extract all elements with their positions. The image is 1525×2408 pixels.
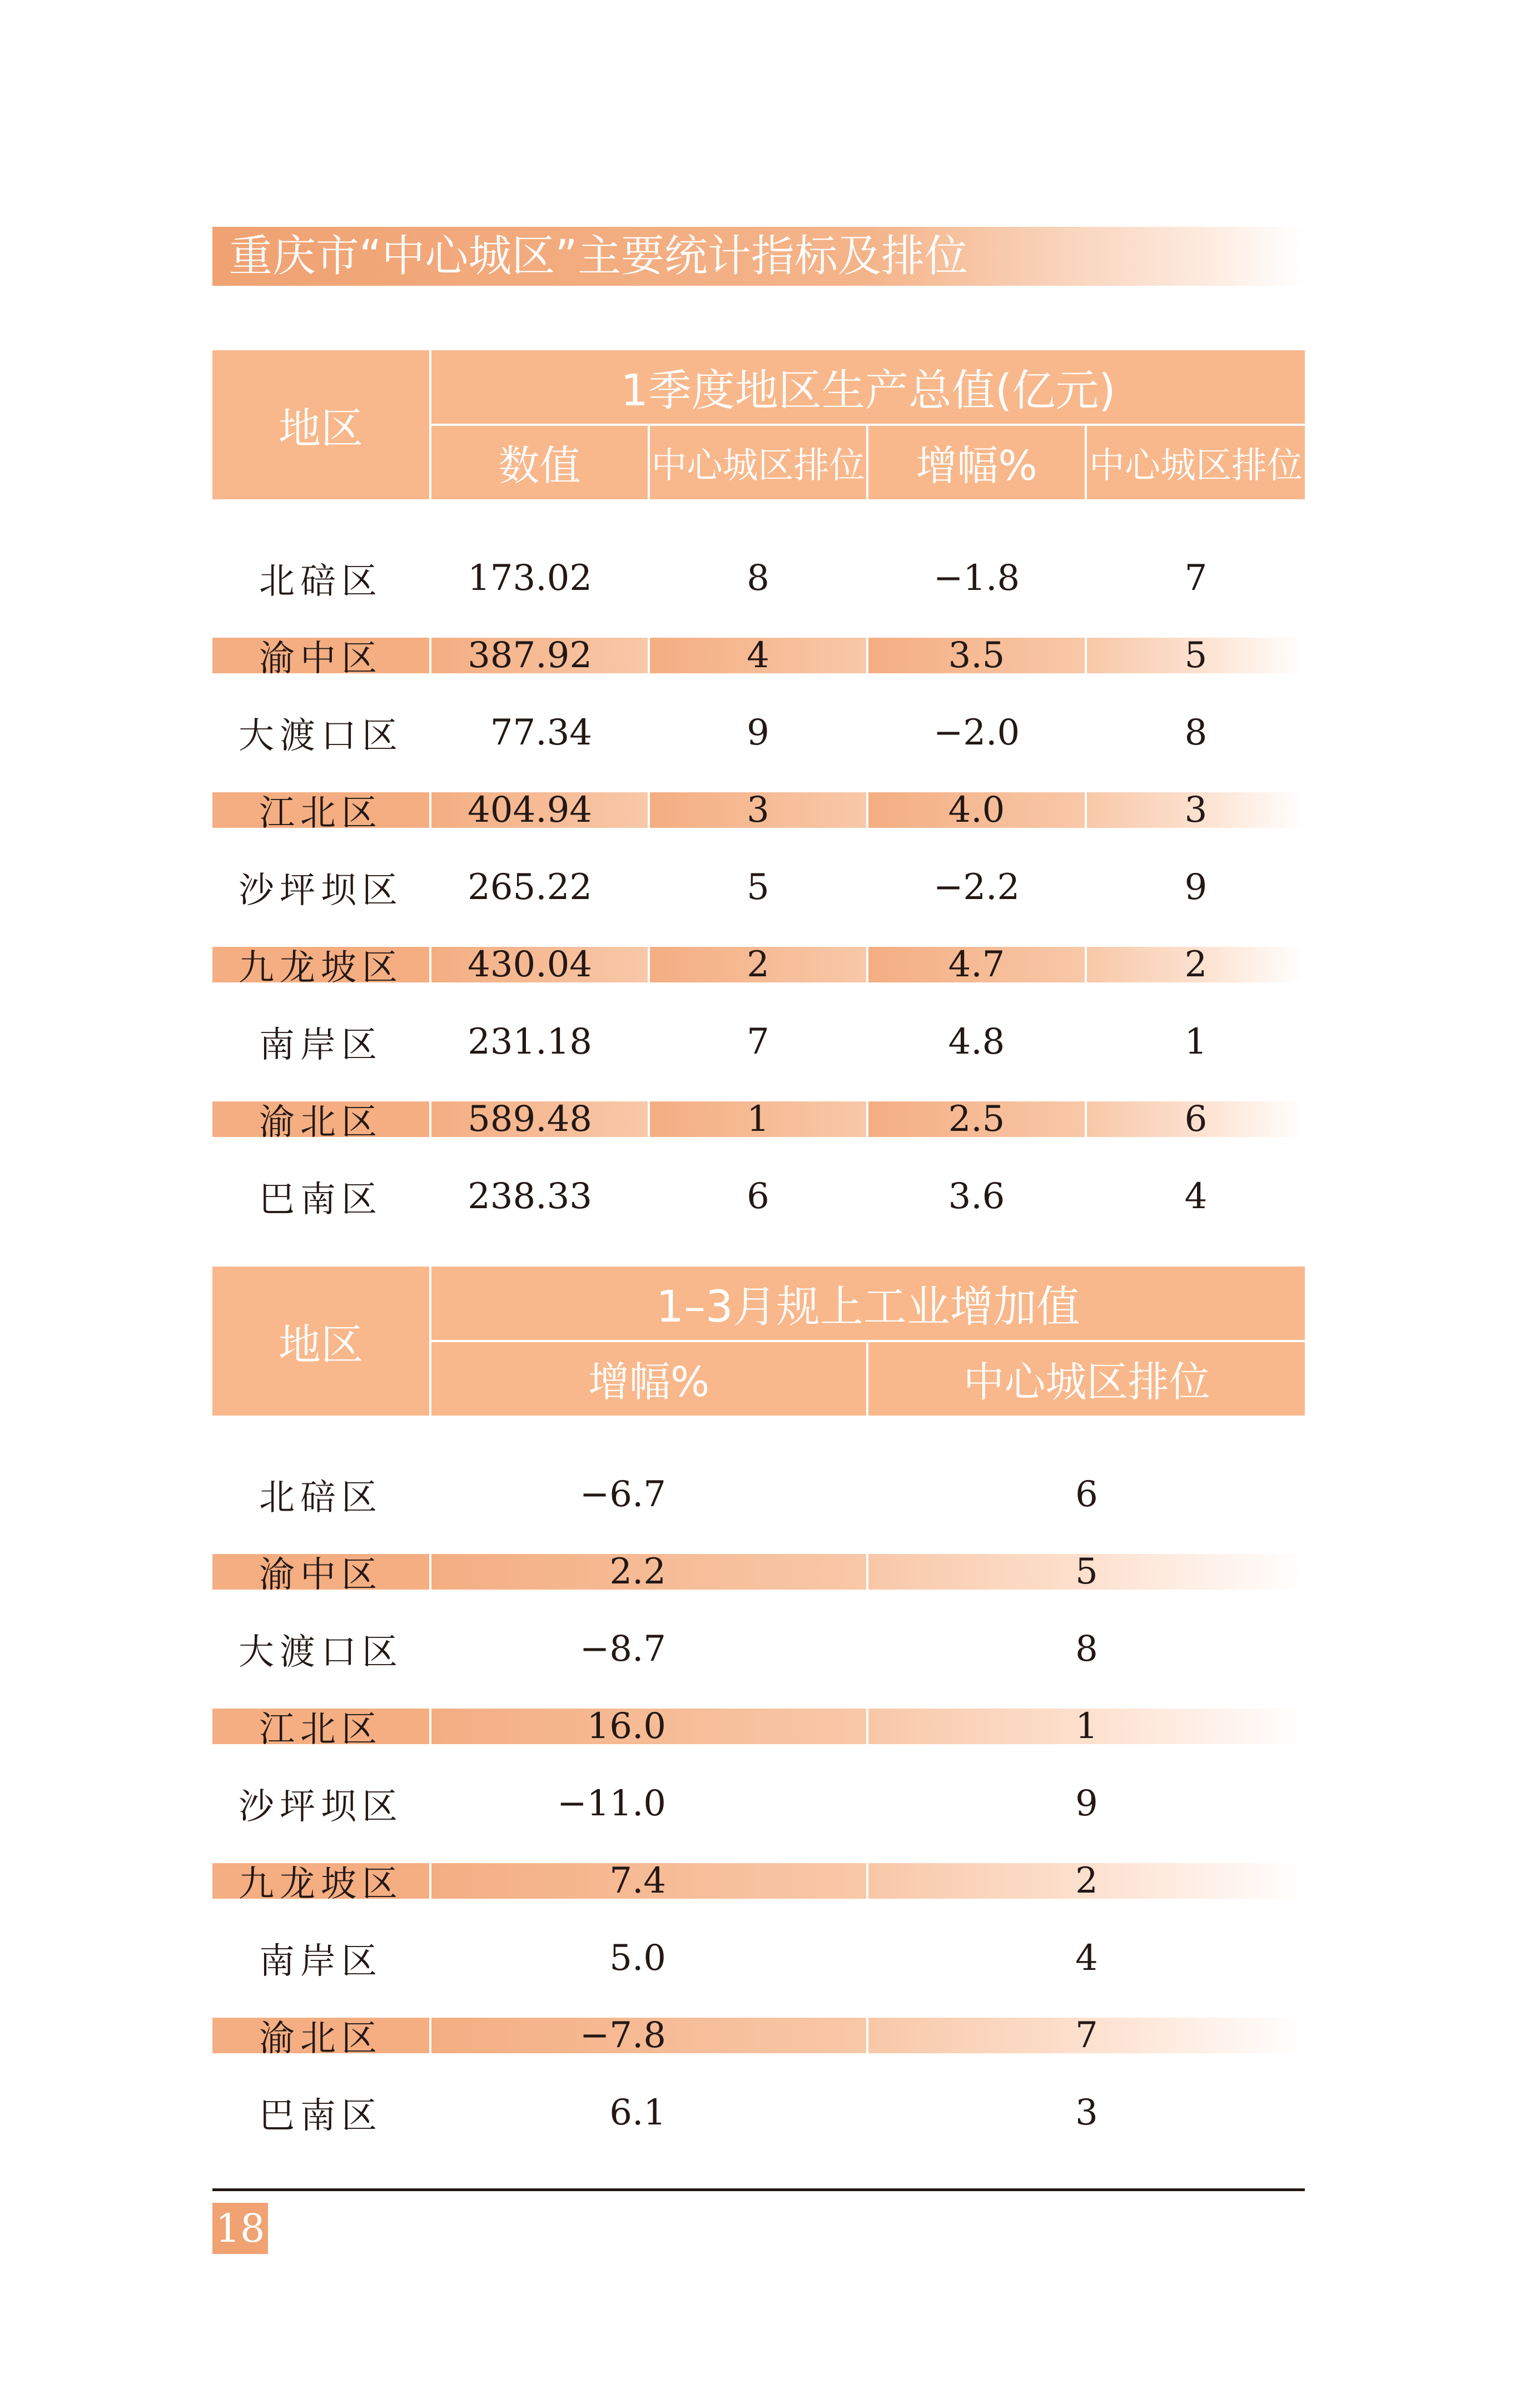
gdp-group-header: 1季度地区生产总值(亿元) [430, 350, 1305, 425]
gdp-value: 77.34 [490, 712, 592, 753]
region-name: 南岸区 [259, 1940, 383, 1982]
growth-header: 增幅% [867, 425, 1086, 499]
gdp-growth: −1.8 [933, 557, 1020, 599]
growth-rank: 2 [1086, 926, 1305, 1003]
gdp-growth: 4.0 [867, 771, 1086, 848]
region-name: 巴南区 [259, 2095, 383, 2137]
region-name: 沙坪坝区 [239, 1786, 403, 1828]
gdp-rank: 3 [649, 771, 867, 848]
table-row [212, 2074, 1305, 2151]
growth-rank: 9 [1184, 866, 1208, 908]
gdp-rank: 7 [747, 1021, 769, 1063]
industry-growth: 7.4 [430, 1842, 867, 1919]
region-name: 巴南区 [259, 1179, 383, 1220]
gdp-growth: −2.0 [933, 712, 1020, 753]
gdp-rank: 1 [649, 1080, 867, 1158]
gdp-value: 231.18 [468, 1021, 592, 1063]
gdp-value: 265.22 [468, 866, 592, 908]
growth-rank: 8 [1184, 712, 1208, 753]
industry-rank: 6 [1075, 1473, 1098, 1515]
region-name: 渝北区 [212, 1080, 430, 1158]
growth-rank: 7 [1184, 557, 1208, 599]
region-header: 地区 [212, 1267, 430, 1416]
value-header: 数值 [430, 425, 649, 499]
table-row [212, 694, 1305, 771]
gdp-growth: 2.5 [867, 1080, 1086, 1158]
table-row [212, 926, 1305, 1003]
industry-growth: −11.0 [557, 1783, 666, 1824]
region-name: 九龙坡区 [212, 1842, 430, 1919]
region-name: 渝中区 [212, 617, 430, 694]
industry-table [212, 1267, 1305, 2151]
table-row [212, 617, 1305, 694]
gdp-rank: 8 [747, 557, 769, 599]
industry-growth: −7.8 [430, 1997, 867, 2074]
industry-growth: −8.7 [579, 1628, 666, 1670]
gdp-growth: 4.8 [948, 1021, 1005, 1063]
industry-group-header: 1–3月规上工业增加值 [430, 1267, 1305, 1341]
gdp-growth: 4.7 [867, 926, 1086, 1003]
table-row [212, 1158, 1305, 1235]
region-name: 北碚区 [259, 560, 383, 602]
industry-rank: 3 [1075, 2092, 1098, 2133]
industry-rank: 1 [867, 1687, 1305, 1765]
gdp-value: 430.04 [430, 926, 649, 1003]
growth-header: 增幅% [430, 1341, 867, 1416]
industry-rank: 4 [1075, 1937, 1098, 1979]
table-row [212, 1533, 1305, 1610]
gdp-value: 173.02 [468, 557, 592, 599]
gdp-growth: 3.6 [948, 1175, 1005, 1217]
gdp-rank: 2 [649, 926, 867, 1003]
industry-rank: 9 [1075, 1783, 1098, 1824]
section-title: 重庆市“中心城区”主要统计指标及排位 [229, 231, 968, 281]
gdp-value: 404.94 [430, 771, 649, 848]
gdp-growth: −2.2 [933, 866, 1020, 908]
region-name: 江北区 [212, 1687, 430, 1765]
region-name: 大渡口区 [239, 715, 403, 757]
gdp-value: 589.48 [430, 1080, 649, 1158]
industry-rank: 7 [867, 1997, 1305, 2074]
industry-rank: 8 [1075, 1628, 1098, 1670]
table-row [212, 1997, 1305, 2074]
gdp-rank: 9 [747, 712, 769, 753]
gdp-value: 238.33 [468, 1175, 592, 1217]
region-name: 渝北区 [212, 1997, 430, 2074]
region-name: 南岸区 [259, 1024, 383, 1066]
gdp-table [212, 350, 1305, 1235]
footer-divider [212, 2188, 1305, 2191]
table-row [212, 848, 1305, 926]
table-row [212, 1610, 1305, 1687]
growth-rank: 4 [1184, 1175, 1208, 1217]
region-name: 沙坪坝区 [239, 870, 403, 911]
region-name: 北碚区 [259, 1477, 383, 1518]
rank-header: 中心城区排位 [867, 1341, 1305, 1416]
region-name: 九龙坡区 [212, 926, 430, 1003]
table-row [212, 1080, 1305, 1158]
gdp-growth: 3.5 [867, 617, 1086, 694]
industry-rank: 2 [867, 1842, 1305, 1919]
region-name: 江北区 [212, 771, 430, 848]
gdp-value: 387.92 [430, 617, 649, 694]
table-row [212, 539, 1305, 617]
rank-header: 中心城区排位 [649, 425, 867, 499]
growth-rank: 3 [1086, 771, 1305, 848]
gdp-rank: 5 [747, 866, 769, 908]
industry-growth: 6.1 [609, 2092, 666, 2133]
industry-rank: 5 [867, 1533, 1305, 1610]
page-number: 18 [212, 2203, 268, 2254]
table-row [212, 1765, 1305, 1842]
section-title-bar [212, 227, 1305, 286]
table-row [212, 1919, 1305, 1997]
growth-rank: 1 [1184, 1021, 1208, 1063]
growth-rank: 5 [1086, 617, 1305, 694]
table-row [212, 771, 1305, 848]
industry-growth: −6.7 [579, 1473, 666, 1515]
table-row [212, 1842, 1305, 1919]
growth-rank-header: 中心城区排位 [1086, 425, 1305, 499]
table-row [212, 1003, 1305, 1080]
industry-growth: 2.2 [430, 1533, 867, 1610]
industry-growth: 16.0 [430, 1687, 867, 1765]
region-name: 渝中区 [212, 1533, 430, 1610]
region-name: 大渡口区 [239, 1631, 403, 1673]
gdp-rank: 4 [649, 617, 867, 694]
region-header: 地区 [212, 350, 430, 499]
gdp-rank: 6 [747, 1175, 769, 1217]
growth-rank: 6 [1086, 1080, 1305, 1158]
industry-growth: 5.0 [609, 1937, 666, 1979]
table-row [212, 1456, 1305, 1533]
table-row [212, 1687, 1305, 1765]
